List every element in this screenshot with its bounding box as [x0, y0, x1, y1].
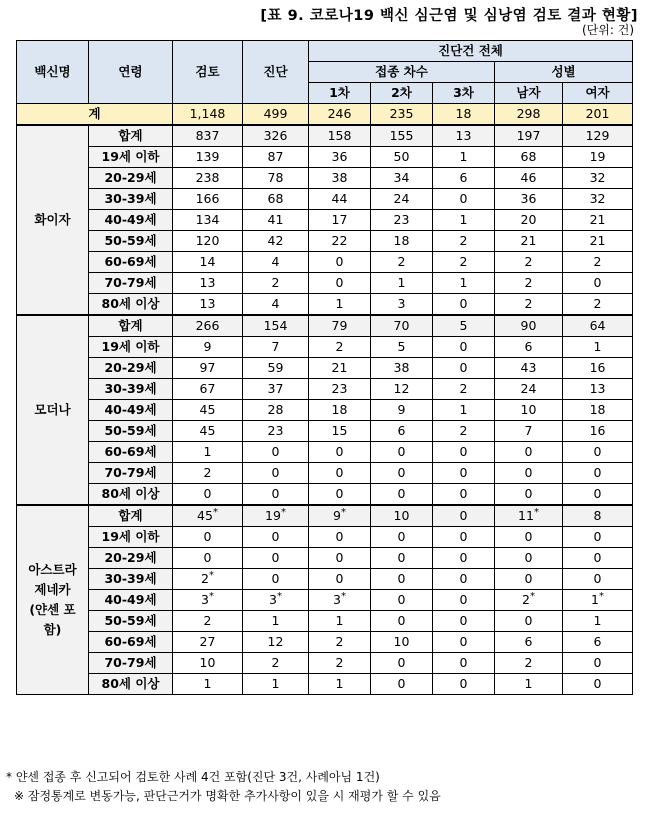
age-cell: 19세 이하	[89, 337, 173, 358]
table-cell: 6	[495, 632, 563, 653]
table-cell: 9*	[309, 505, 371, 527]
table-cell: 11*	[495, 505, 563, 527]
table-row	[17, 463, 633, 484]
table-cell: 0	[433, 442, 495, 463]
table-cell: 0	[371, 611, 433, 632]
table-cell: 0	[173, 484, 243, 506]
table-cell: 90	[495, 315, 563, 337]
table-row	[17, 674, 633, 695]
table-cell: 21	[563, 210, 633, 231]
table-cell: 1	[173, 674, 243, 695]
table-row	[17, 653, 633, 674]
table-cell: 6	[371, 421, 433, 442]
table-cell: 0	[433, 337, 495, 358]
table-cell: 64	[563, 315, 633, 337]
table-cell: 21	[495, 231, 563, 252]
table-cell: 0	[243, 463, 309, 484]
vaccine-name-line: 제네카	[34, 582, 71, 597]
vaccine-name-line: 함)	[43, 622, 62, 637]
table-cell: 6	[495, 337, 563, 358]
table-cell: 0	[243, 548, 309, 569]
table-cell: 78	[243, 168, 309, 189]
table-cell: 0	[309, 527, 371, 548]
unit-label: (단위: 건)	[582, 23, 634, 37]
table-cell: 36	[309, 147, 371, 168]
table-cell: 70	[371, 315, 433, 337]
age-cell: 50-59세	[89, 421, 173, 442]
table-cell: 10	[173, 653, 243, 674]
table-cell: 1	[173, 442, 243, 463]
table-cell: 155	[371, 125, 433, 147]
table-cell: 23	[371, 210, 433, 231]
table-cell: 0	[495, 442, 563, 463]
table-row	[17, 337, 633, 358]
table-cell: 0	[243, 569, 309, 590]
header-dose1: 1차	[309, 83, 371, 104]
table-cell: 21	[563, 231, 633, 252]
table-cell: 0	[433, 358, 495, 379]
age-cell: 50-59세	[89, 231, 173, 252]
table-cell: 1	[433, 273, 495, 294]
table-cell: 2	[243, 273, 309, 294]
table-cell: 0	[433, 189, 495, 210]
table-cell: 235	[371, 104, 433, 126]
table-cell: 0	[309, 484, 371, 506]
table-row	[17, 294, 633, 316]
table-cell: 2	[495, 294, 563, 316]
table-row	[17, 442, 633, 463]
table-cell: 0	[309, 442, 371, 463]
table-cell: 18	[563, 400, 633, 421]
table-cell: 2	[563, 252, 633, 273]
table-cell: 28	[243, 400, 309, 421]
table-cell: 2	[309, 653, 371, 674]
table-cell: 1	[495, 674, 563, 695]
table-cell: 23	[243, 421, 309, 442]
table-row	[17, 611, 633, 632]
table-cell: 27	[173, 632, 243, 653]
table-cell: 298	[495, 104, 563, 126]
table-cell: 13	[173, 294, 243, 316]
table-cell: 139	[173, 147, 243, 168]
table-cell: 0	[433, 463, 495, 484]
table-cell: 0	[433, 674, 495, 695]
table-cell: 0	[173, 548, 243, 569]
age-cell: 30-39세	[89, 379, 173, 400]
table-cell: 8	[563, 505, 633, 527]
vaccine-name-cell: 화이자	[17, 125, 89, 315]
table-cell: 0	[563, 674, 633, 695]
table-cell: 97	[173, 358, 243, 379]
table-cell: 87	[243, 147, 309, 168]
table-cell: 6	[433, 168, 495, 189]
table-cell: 22	[309, 231, 371, 252]
age-cell: 40-49세	[89, 590, 173, 611]
table-cell: 6	[563, 632, 633, 653]
footnote-janssen: * 얀센 접종 후 신고되어 검토한 사례 4건 포함(진단 3건, 사례아님 1건)	[6, 770, 380, 784]
table-row	[17, 147, 633, 168]
table-cell: 238	[173, 168, 243, 189]
table-cell: 36	[495, 189, 563, 210]
table-cell: 4	[243, 294, 309, 316]
table-cell: 2	[495, 252, 563, 273]
table-cell: 0	[371, 442, 433, 463]
table-cell: 0	[371, 590, 433, 611]
table-cell: 0	[309, 463, 371, 484]
header-diag-total: 진단건 전체	[309, 41, 633, 62]
table-cell: 2	[433, 231, 495, 252]
header-sex-group: 성별	[495, 62, 633, 83]
table-cell: 79	[309, 315, 371, 337]
table-cell: 1,148	[173, 104, 243, 126]
age-cell: 70-79세	[89, 463, 173, 484]
table-cell: 14	[173, 252, 243, 273]
table-cell: 0	[309, 252, 371, 273]
table-cell: 2	[495, 653, 563, 674]
table-cell: 0	[433, 527, 495, 548]
table-cell: 197	[495, 125, 563, 147]
age-cell: 20-29세	[89, 168, 173, 189]
table-row	[17, 548, 633, 569]
table-cell: 2*	[495, 590, 563, 611]
table-cell: 1	[243, 611, 309, 632]
table-cell: 10	[371, 632, 433, 653]
table-cell: 0	[563, 273, 633, 294]
header-female: 여자	[563, 83, 633, 104]
table-cell: 1	[371, 273, 433, 294]
table-cell: 0	[433, 653, 495, 674]
table-cell: 32	[563, 168, 633, 189]
table-cell: 38	[309, 168, 371, 189]
table-cell: 43	[495, 358, 563, 379]
table-cell: 18	[371, 231, 433, 252]
table-cell: 44	[309, 189, 371, 210]
table-cell: 12	[243, 632, 309, 653]
table-cell: 129	[563, 125, 633, 147]
table-cell: 5	[371, 337, 433, 358]
table-cell: 10	[495, 400, 563, 421]
table-cell: 2	[371, 252, 433, 273]
footnote-provisional: ※ 잠정통계로 변동가능, 판단근거가 명확한 추가사항이 있을 시 재평가 할 수 있음	[14, 789, 441, 803]
table-cell: 34	[371, 168, 433, 189]
age-cell: 70-79세	[89, 273, 173, 294]
table-cell: 16	[563, 421, 633, 442]
age-cell: 20-29세	[89, 548, 173, 569]
table-cell: 0	[371, 527, 433, 548]
table-cell: 0	[495, 569, 563, 590]
table-cell: 837	[173, 125, 243, 147]
header-dose-group: 접종 차수	[309, 62, 495, 83]
table-cell: 1*	[563, 590, 633, 611]
table-cell: 9	[173, 337, 243, 358]
table-cell: 0	[371, 653, 433, 674]
table-row	[17, 231, 633, 252]
table-title: [표 9. 코로나19 백신 심근염 및 심낭염 검토 결과 현황]	[260, 8, 638, 24]
table-cell: 0	[371, 484, 433, 506]
table-cell: 38	[371, 358, 433, 379]
table-cell: 21	[309, 358, 371, 379]
table-cell: 158	[309, 125, 371, 147]
table-row	[17, 168, 633, 189]
table-cell: 0	[563, 527, 633, 548]
age-cell: 40-49세	[89, 210, 173, 231]
table-cell: 0	[563, 653, 633, 674]
table-row	[17, 210, 633, 231]
subtotal-row	[17, 125, 633, 147]
table-cell: 166	[173, 189, 243, 210]
age-cell: 60-69세	[89, 442, 173, 463]
vaccine-name-line: (얀센 포	[29, 602, 76, 617]
table-row	[17, 379, 633, 400]
table-cell: 24	[495, 379, 563, 400]
table-cell: 45	[173, 400, 243, 421]
table-cell: 0	[495, 611, 563, 632]
age-cell: 60-69세	[89, 252, 173, 273]
table-cell: 19	[563, 147, 633, 168]
table-cell: 2	[433, 421, 495, 442]
table-cell: 246	[309, 104, 371, 126]
table-cell: 13	[433, 125, 495, 147]
table-cell: 2	[433, 379, 495, 400]
table-cell: 0	[371, 569, 433, 590]
table-cell: 2	[433, 252, 495, 273]
table-cell: 0	[433, 294, 495, 316]
header-age: 연령	[89, 41, 173, 104]
table-cell: 18	[309, 400, 371, 421]
header-diagnosis: 진단	[243, 41, 309, 104]
table-cell: 2	[495, 273, 563, 294]
table-cell: 134	[173, 210, 243, 231]
age-cell: 80세 이상	[89, 674, 173, 695]
table-cell: 1	[309, 294, 371, 316]
table-cell: 1	[433, 147, 495, 168]
table-cell: 0	[243, 442, 309, 463]
table-body	[17, 104, 633, 695]
table-cell: 15	[309, 421, 371, 442]
header-review: 검토	[173, 41, 243, 104]
table-cell: 42	[243, 231, 309, 252]
table-cell: 201	[563, 104, 633, 126]
table-cell: 0	[433, 569, 495, 590]
table-cell: 0	[309, 548, 371, 569]
table-cell: 50	[371, 147, 433, 168]
table-cell: 0	[243, 484, 309, 506]
table-cell: 23	[309, 379, 371, 400]
table-cell: 0	[433, 505, 495, 527]
table-cell: 2*	[173, 569, 243, 590]
age-cell: 30-39세	[89, 189, 173, 210]
table-cell: 68	[495, 147, 563, 168]
table-cell: 0	[371, 548, 433, 569]
table-cell: 1	[563, 337, 633, 358]
age-cell: 19세 이하	[89, 147, 173, 168]
header-dose2: 2차	[371, 83, 433, 104]
table-row	[17, 252, 633, 273]
table-cell: 0	[433, 611, 495, 632]
table-cell: 2	[173, 463, 243, 484]
vaccine-name-line: 아스트라	[28, 562, 77, 577]
table-cell: 45*	[173, 505, 243, 527]
table-cell: 0	[563, 463, 633, 484]
table-cell: 67	[173, 379, 243, 400]
table-cell: 41	[243, 210, 309, 231]
age-cell: 50-59세	[89, 611, 173, 632]
table-row	[17, 569, 633, 590]
table-row	[17, 484, 633, 506]
vaccine-review-table	[16, 40, 633, 695]
table-cell: 3*	[309, 590, 371, 611]
table-cell: 19*	[243, 505, 309, 527]
table-cell: 4	[243, 252, 309, 273]
table-cell: 16	[563, 358, 633, 379]
table-cell: 326	[243, 125, 309, 147]
age-cell: 80세 이상	[89, 484, 173, 506]
table-cell: 59	[243, 358, 309, 379]
table-cell: 13	[563, 379, 633, 400]
table-row	[17, 189, 633, 210]
subtotal-row	[17, 315, 633, 337]
grand-total-label: 계	[17, 104, 173, 126]
table-cell: 0	[433, 632, 495, 653]
table-cell: 1	[309, 674, 371, 695]
table-cell: 0	[563, 548, 633, 569]
table-cell: 120	[173, 231, 243, 252]
table-row	[17, 400, 633, 421]
table-cell: 12	[371, 379, 433, 400]
table-row	[17, 590, 633, 611]
table-cell: 154	[243, 315, 309, 337]
table-cell: 1	[433, 400, 495, 421]
table-cell: 0	[433, 590, 495, 611]
table-cell: 2	[309, 337, 371, 358]
table-cell: 3*	[243, 590, 309, 611]
header-male: 남자	[495, 83, 563, 104]
table-cell: 1	[433, 210, 495, 231]
age-cell: 40-49세	[89, 400, 173, 421]
table-cell: 3	[371, 294, 433, 316]
table-cell: 3*	[173, 590, 243, 611]
age-cell: 20-29세	[89, 358, 173, 379]
table-row	[17, 527, 633, 548]
table-row	[17, 273, 633, 294]
grand-total-row	[17, 104, 633, 126]
vaccine-name-cell	[17, 505, 89, 695]
table-cell: 0	[433, 484, 495, 506]
header-vaccine: 백신명	[17, 41, 89, 104]
table-cell: 10	[371, 505, 433, 527]
table-cell: 24	[371, 189, 433, 210]
table-cell: 13	[173, 273, 243, 294]
table-cell: 499	[243, 104, 309, 126]
table-cell: 45	[173, 421, 243, 442]
table-cell: 1	[309, 611, 371, 632]
age-cell: 합계	[89, 125, 173, 147]
table-cell: 266	[173, 315, 243, 337]
header-dose3: 3차	[433, 83, 495, 104]
age-cell: 30-39세	[89, 569, 173, 590]
table-cell: 17	[309, 210, 371, 231]
table-cell: 0	[433, 548, 495, 569]
age-cell: 70-79세	[89, 653, 173, 674]
table-cell: 9	[371, 400, 433, 421]
table-cell: 5	[433, 315, 495, 337]
table-cell: 0	[495, 484, 563, 506]
table-cell: 0	[243, 527, 309, 548]
vaccine-name-cell: 모더나	[17, 315, 89, 505]
table-cell: 2	[309, 632, 371, 653]
age-cell: 80세 이상	[89, 294, 173, 316]
table-cell: 1	[243, 674, 309, 695]
table-cell: 0	[371, 463, 433, 484]
table-cell: 0	[309, 273, 371, 294]
table-cell: 2	[563, 294, 633, 316]
table-cell: 0	[495, 548, 563, 569]
table-cell: 0	[495, 527, 563, 548]
table-row	[17, 421, 633, 442]
age-cell: 합계	[89, 505, 173, 527]
age-cell: 19세 이하	[89, 527, 173, 548]
table-cell: 18	[433, 104, 495, 126]
table-cell: 37	[243, 379, 309, 400]
age-cell: 60-69세	[89, 632, 173, 653]
table-cell: 20	[495, 210, 563, 231]
table-cell: 32	[563, 189, 633, 210]
table-cell: 0	[563, 442, 633, 463]
table-cell: 0	[309, 569, 371, 590]
table-cell: 7	[495, 421, 563, 442]
table-row	[17, 632, 633, 653]
table-cell: 1	[563, 611, 633, 632]
table-cell: 0	[495, 463, 563, 484]
table-cell: 7	[243, 337, 309, 358]
table-cell: 0	[563, 569, 633, 590]
table-cell: 46	[495, 168, 563, 189]
subtotal-row	[17, 505, 633, 527]
table-cell: 0	[563, 484, 633, 506]
table-row	[17, 358, 633, 379]
table-cell: 0	[173, 527, 243, 548]
table-cell: 2	[173, 611, 243, 632]
table-cell: 0	[371, 674, 433, 695]
table-cell: 2	[243, 653, 309, 674]
table-cell: 68	[243, 189, 309, 210]
age-cell: 합계	[89, 315, 173, 337]
